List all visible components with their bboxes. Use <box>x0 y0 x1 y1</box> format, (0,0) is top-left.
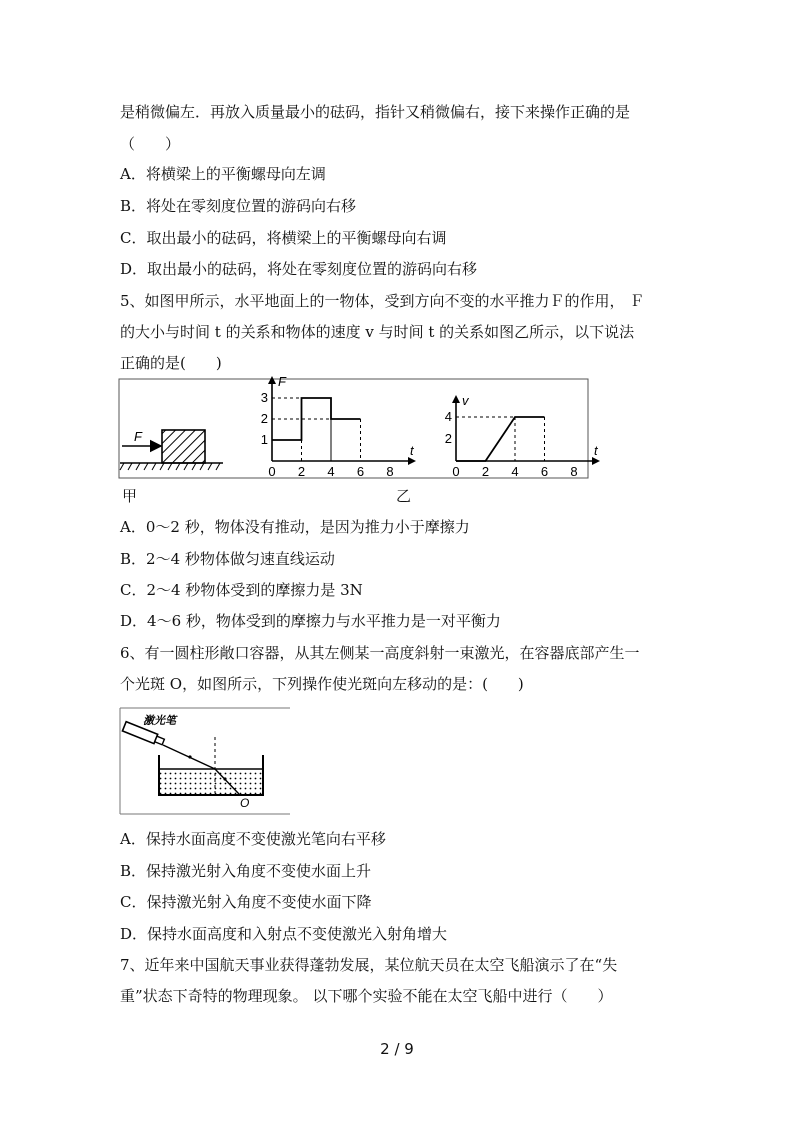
q4-option-c: C．取出最小的砝码，将横梁上的平衡螺母向右调 <box>120 229 447 247</box>
v-t-x-tick-4: 4 <box>511 464 519 479</box>
page-number: 2 / 9 <box>380 1040 414 1058</box>
v-t-y-arrow <box>452 395 460 403</box>
force-label: F <box>134 429 142 444</box>
v-t-x-tick-0: 0 <box>452 464 460 479</box>
q6-figure <box>119 707 291 815</box>
ground-hatch <box>120 463 220 470</box>
f-t-y-arrow <box>268 376 276 384</box>
f-t-y-tick-2: 2 <box>260 411 268 426</box>
figure-label-yi: 乙 <box>396 487 412 505</box>
f-t-x-tick-6: 6 <box>356 464 365 479</box>
q5-figure <box>118 374 598 480</box>
v-t-series-line <box>456 417 545 461</box>
f-t-x-tick-0: 0 <box>268 464 276 479</box>
v-t-x-arrow <box>592 457 600 465</box>
f-t-y-tick-1: 1 <box>260 432 268 447</box>
f-t-x-label: t <box>410 443 414 458</box>
v-t-x-label: t <box>594 443 598 458</box>
q4-text-line-1: 是稍微偏左．再放入质量最小的砝码，指针又稍微偏右，接下来操作正确的是 <box>120 103 631 121</box>
f-t-x-tick-2: 2 <box>297 464 306 479</box>
v-t-y-label: v <box>462 393 469 408</box>
water <box>159 769 263 795</box>
v-t-chart <box>445 393 600 479</box>
f-t-y-tick-3: 3 <box>260 390 268 405</box>
q6-option-b: B．保持激光射入角度不变使水面上升 <box>120 862 372 880</box>
figure-label-jia: 甲 <box>122 487 138 505</box>
q4-text-line-2: （ ） <box>120 135 181 153</box>
f-t-x-arrow <box>408 457 416 465</box>
q6-option-c: C．保持激光射入角度不变使水面下降 <box>120 893 372 911</box>
q5-option-c: C．2～4 秒物体受到的摩擦力是 3N <box>120 581 363 599</box>
q6-text-line-1: 6、有一圆柱形敞口容器，从其左侧某一高度斜射一束激光，在容器底部产生一 <box>120 644 640 662</box>
q4-option-a: A．将横梁上的平衡螺母向左调 <box>120 165 326 183</box>
f-t-y-label: F <box>278 374 286 389</box>
q5-text-line-1: 5、如图甲所示，水平地面上的一物体，受到方向不变的水平推力Ｆ的作用， Ｆ <box>120 292 645 310</box>
q7-text-line-1: 7、近年来中国航天事业获得蓬勃发展，某位航天员在太空飞船演示了在“失 <box>120 956 618 974</box>
q5-option-a: A．0～2 秒，物体没有推动，是因为推力小于摩擦力 <box>120 518 470 536</box>
v-t-y-tick-4: 4 <box>444 409 452 424</box>
v-t-x-tick-6: 6 <box>540 464 549 479</box>
q5-option-b: B．2～4 秒物体做匀速直线运动 <box>120 550 335 568</box>
laser-pen-label: 激光笔 <box>143 715 176 727</box>
f-t-chart <box>261 374 416 479</box>
q4-option-d: D．取出最小的砝码，将处在零刻度位置的游码向右移 <box>120 260 478 278</box>
q6-option-d: D．保持水面高度和入射点不变使激光入射角增大 <box>120 925 448 943</box>
light-spot-label: O <box>240 796 250 810</box>
v-t-x-tick-8: 8 <box>570 464 578 479</box>
q7-text-line-2: 重”状态下奇特的物理现象。 以下哪个实验不能在太空飞船中进行（ ） <box>120 987 613 1005</box>
q4-option-b: B．将处在零刻度位置的游码向右移 <box>120 197 357 215</box>
q5-text-line-3: 正确的是( ) <box>120 354 222 372</box>
f-t-x-tick-8: 8 <box>386 464 394 479</box>
v-t-y-tick-2: 2 <box>444 431 452 446</box>
f-t-x-tick-4: 4 <box>327 464 335 479</box>
q6-option-a: A．保持水面高度不变使激光笔向右平移 <box>120 830 386 848</box>
q6-text-line-2: 个光斑 O，如图所示，下列操作使光斑向左移动的是：( ) <box>120 675 524 693</box>
v-t-x-tick-2: 2 <box>481 464 490 479</box>
q5-option-d: D．4～6 秒，物体受到的摩擦力与水平推力是一对平衡力 <box>120 612 501 630</box>
q5-text-line-2: 的大小与时间 t 的关系和物体的速度 v 与时间 t 的关系如图乙所示，以下说法 <box>120 323 635 341</box>
block-object <box>162 430 205 463</box>
